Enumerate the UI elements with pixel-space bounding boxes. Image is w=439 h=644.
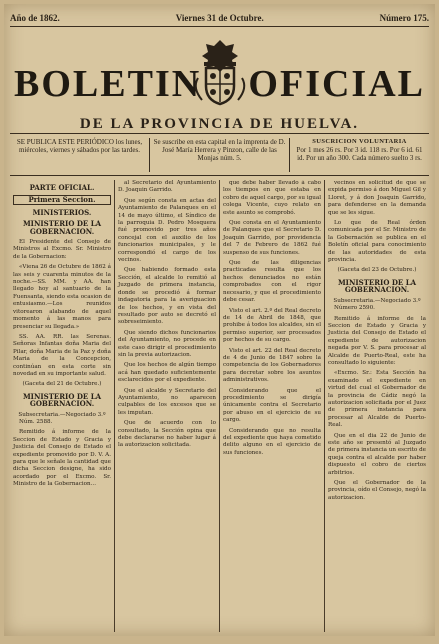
publishing-text: SE PUBLICA ESTE PERIÓDICO los lunes, miércoles, viernes y sábados por las tardes.: [16, 138, 143, 154]
header-line: [10, 10, 429, 27]
paragraph: Que según consta en actas del Ayuntamiento de Palanques en el 14 de mayo último, el Síndico de la parroquia D. Pedro Mosquera fué promovido por tres años concejal con el auxilio de los funcionarios municipales, y le correspondió el cargo de los vecinos.: [118, 197, 216, 264]
paragraph: Que habiendo formado esta Sección, el alcalde lo remitió al Juzgado de primera instancia, donde se procedió á formar indagatoria para la averiguacion de los hechos, y en vista del resultado por auto se decretó el sobreseimiento.: [118, 267, 216, 326]
paragraph: al Secretario del Ayuntamiento D. Joaquin Garrido.: [118, 180, 216, 194]
centered-note: Subsecretaria.—Negociado 3.º: [18, 411, 106, 418]
section-heading-boxed: Primera Seccion.: [13, 195, 111, 204]
masthead: [10, 32, 429, 130]
paragraph: Número 2590.: [334, 305, 375, 312]
centered-note: (Gaceta del 23 de Octubre.): [337, 267, 417, 274]
section-heading: MINISTERIO DE LA GOBERNACION.: [337, 277, 417, 295]
paragraph: Visto el art. 2.º del Real decreto de 14 de Abril de 1848, que prohibe á todos los alcaldes, sin el permiso superior, ser procesados por hechos de su cargo.: [223, 307, 321, 344]
paragraph: Visto el art. 22 del Real decreto de 4 de Junio de 1847 sobre la competencia de los Gobernadores para decretar sobre los asuntos administrativos.: [223, 347, 321, 384]
column-4: [325, 180, 429, 632]
column-1: [10, 180, 115, 632]
subscription-heading: SUSCRICION VOLUNTARIA: [312, 138, 407, 145]
paragraph: Lo que de Real órden comunicada por el Sr. Ministro de la Gobernación se publica en el Boletín oficial para conocimiento de las autoridades de esta provincia.: [328, 220, 426, 264]
masthead-subtitle: DE LA PROVINCIA DE HUELVA.: [79, 116, 360, 132]
paragraph: El Presidente del Consejo de Ministros al Excmo. Sr. Ministro de la Gobernacion:: [13, 239, 111, 260]
coat-of-arms-icon: [190, 38, 250, 108]
section-heading: PARTE OFICIAL.: [29, 183, 95, 192]
paragraph: Que de acuerdo con lo consultado, la Sección opina que debe declararse no haber lugar á la autorizacion solicitada.: [118, 420, 216, 449]
centered-note: Subsecretaria.—Negociado 3.º: [333, 297, 421, 304]
paragraph: Que en el dia 22 de Junio de este año se presentó al Juzgado de primera instancia un escrito de queja contra el alcalde por haber dispuesto el cobro de ciertos arbitrios.: [328, 432, 426, 476]
section-heading: MINISTERIO DE LA GOBERNACION.: [22, 391, 102, 409]
paragraph: Que consta en el Ayuntamiento de Palanques que el Secretario D. Joaquin Garrido, por providencia del 7 de Febrero de 1862 fué suspenso de sus funciones.: [223, 220, 321, 256]
paragraph: Considerando que el procedimiento se dirigía únicamente contra el Secretario por abuso en el ejercicio de su cargo.: [223, 387, 321, 424]
newspaper-page: [4, 4, 435, 636]
info-subscription-rates: [290, 138, 429, 172]
info-bar: [10, 138, 429, 172]
section-heading: MINISTERIOS.: [32, 207, 92, 217]
column-3: [220, 180, 325, 632]
issue-date: Viernes 31 de Octubre.: [175, 13, 264, 23]
subscription-rates-text: Por 1 mes 26 rs. Por 3 id. 118 rs. Por 6 id. 61 id. Por un año 300. Cada número suelto 3 rs.: [296, 146, 423, 162]
paragraph: vecinos en solicitud de que se expida permiso á don Miguel Gil y Lloret, y á don Joaquin Garrido, para defenderse en la demanda que se les sigue.: [328, 180, 426, 216]
paragraph: Que siendo dichos funcionarios del Ayuntamiento, no procede en este caso dirigir el procedimiento sin la previa autorizacion.: [118, 329, 216, 358]
paragraph: Considerando que no resulta del expediente que haya cometido delito alguno en el ejercicio de sus funciones.: [223, 427, 321, 456]
divider: [10, 133, 429, 134]
info-subscription-place: [150, 138, 290, 172]
paragraph: «Viena 26 de Octubre de 1862 á las seis y cuarenta minutos de la noche.—SS. MM. y AA. han llegado hoy al santuario de la Fuensanta, siendo esta ocasion de entusiasmo.—Los reunidos vitorearon alabando de aquel momento á las manos para presenciar su llegada.»: [13, 264, 111, 330]
paragraph: Núm. 2588.: [19, 418, 53, 425]
issue-year: Año de 1862.: [10, 13, 60, 23]
info-publishing: [10, 138, 150, 172]
paragraph: Que el Gobernador de la provincia, oído el Consejo, negó la autorizacion.: [328, 480, 426, 501]
subscription-place-text: Se suscribe en esta capital en la imprenta de D. José María Herrera y Pinzon, calle de las Monjas núm. 5.: [153, 138, 286, 162]
divider: [10, 175, 429, 176]
paragraph: «Excmo. Sr.: Esta Sección ha examinado el expediente en virtud del cual el Gobernador de la provincia de Cádiz negó la autorizacion solicitada por el Juez de primera instancia para procesar al Alcalde de Puerto-Real.: [328, 370, 426, 429]
section-heading: MINISTERIO DE LA GOBERNACION.: [22, 219, 102, 236]
paragraph: Que el alcalde y Secretario del Ayuntamiento, no aparecen culpables de los excesos que se les imputan.: [118, 387, 216, 416]
paragraph: que debe haber llevado á cabo los tiempos en que estaba en cobro de aquel cargo, por su igual colega Vicente, cuyo relato en este asunto se comprobó.: [223, 180, 321, 216]
centered-note: (Gaceta del 21 de Octubre.): [22, 381, 102, 388]
article-columns: [10, 180, 429, 632]
masthead-title-right: OFICIAL: [248, 63, 425, 105]
paragraph: Remitido á informe de la Seccion de Estado y Gracia y Justicia del Consejo de Estado el expediente promovido por D. V. A. para que le señale la cantidad que dicha Seccion designe, ha sido acordado por el Excmo. Sr. Ministro de la Gobernacion...: [13, 429, 111, 488]
column-2: [115, 180, 220, 632]
masthead-title-left: BOLETIN: [14, 63, 202, 105]
paragraph: Que los hechos de algún tiempo acá han quedado suficientemente esclarecidos por el expediente.: [118, 362, 216, 384]
paragraph: Remitido á informe de la Seccion de Estado y Gracia y Justicia del Consejo de Estado el expediente de autorizacion negada por V. S. para procesar al Alcalde de Puerto-Real, este ha consultado lo siguiente:: [328, 315, 426, 366]
paragraph: SS. AA. RR. las Serenas. Señoras Infantas doña Maria del Pilar, doña Maria de la Paz y doña Maria de la Concepcion, continúan en esta corte sin novedad en su importante salud.: [13, 333, 111, 377]
issue-number: Número 175.: [379, 13, 429, 23]
paragraph: Que de las diligencias practicadas resulta que los hechos denunciados no están comprobados con el rigor necesario, y que el procedimiento debe cesar.: [223, 260, 321, 304]
